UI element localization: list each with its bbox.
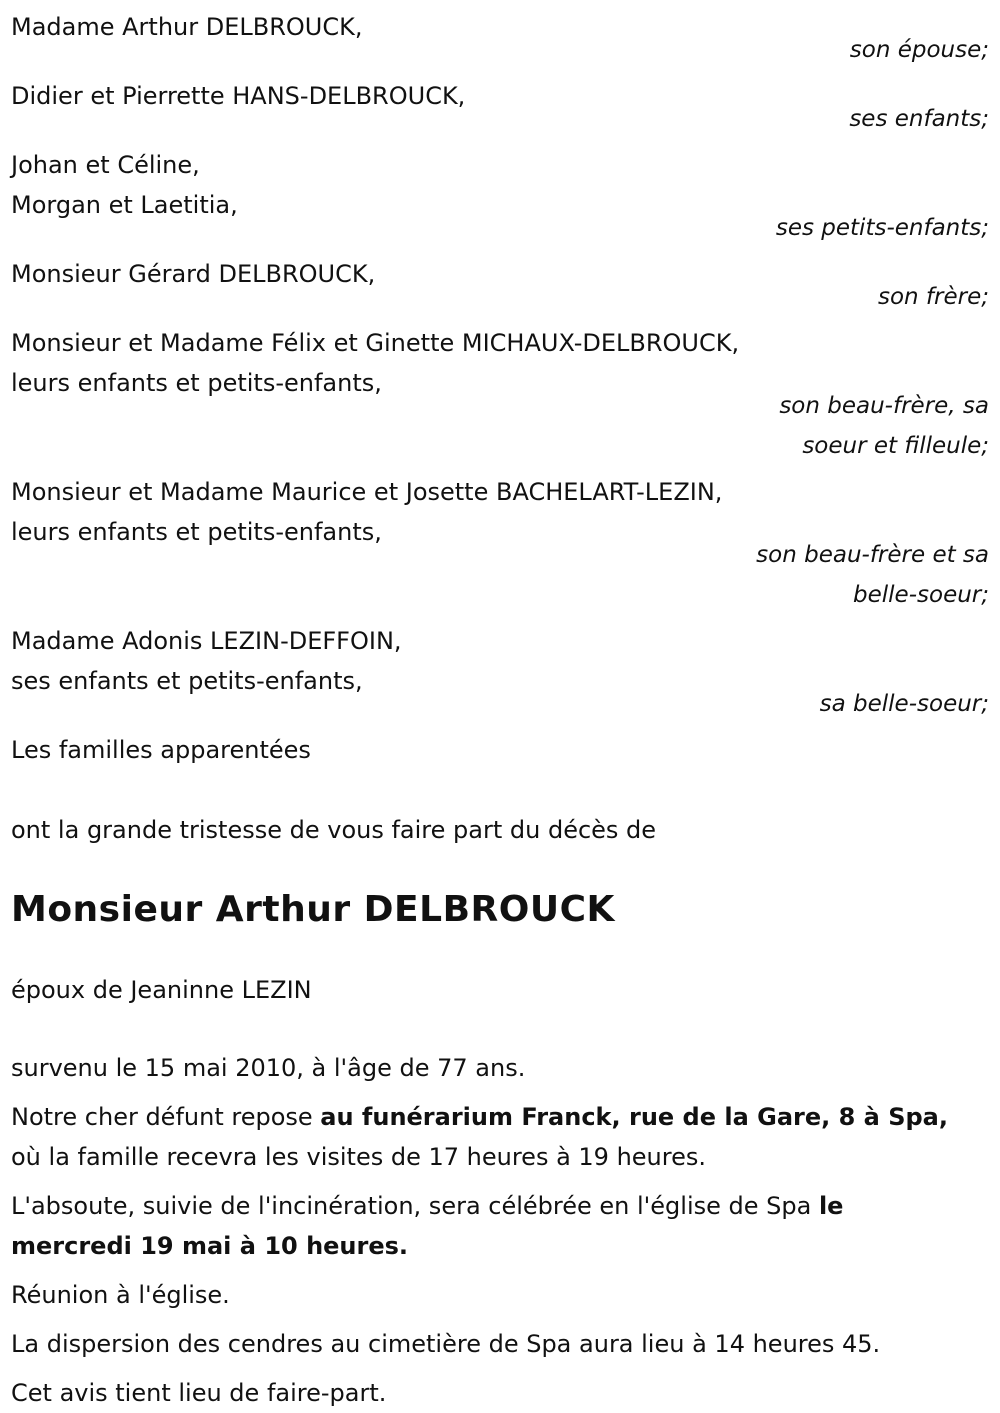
family-name-line: Didier et Pierrette HANS-DELBROUCK, <box>11 82 466 110</box>
notice-line: Cet avis tient lieu de faire-part. <box>11 1379 387 1407</box>
meeting-line: Réunion à l'église. <box>11 1281 230 1309</box>
relatives-line: Les familles apparentées <box>11 736 311 764</box>
announcement-intro: ont la grande tristesse de vous faire part du décès de <box>11 816 657 844</box>
family-name-line: ses enfants et petits-enfants, <box>11 667 363 695</box>
ceremony-date-part2: mercredi 19 mai à 10 heures. <box>11 1232 409 1260</box>
family-role: son épouse; <box>849 37 989 63</box>
family-group <box>11 76 989 139</box>
ceremony-paragraph <box>11 1186 989 1266</box>
deceased-name: Monsieur Arthur DELBROUCK <box>11 889 615 930</box>
family-role: son frère; <box>877 284 989 310</box>
family-group <box>11 472 989 615</box>
family-role: son beau-frère et sa <box>756 542 989 568</box>
family-role: ses petits-enfants; <box>775 215 989 241</box>
repose-prefix: Notre cher défunt repose <box>11 1103 321 1131</box>
family-group <box>11 323 989 466</box>
family-group <box>11 254 989 317</box>
family-name-line: Johan et Céline, <box>11 151 200 179</box>
family-group <box>11 7 989 70</box>
spouse-line: époux de Jeaninne LEZIN <box>11 976 312 1004</box>
family-role: son beau-frère, sa <box>779 393 989 419</box>
family-name-line: Monsieur et Madame Félix et Ginette MICHAUX-DELBROUCK, <box>11 329 740 357</box>
family-name-line: Madame Arthur DELBROUCK, <box>11 13 363 41</box>
family-role: ses enfants; <box>849 106 989 132</box>
family-group <box>11 145 989 248</box>
repose-paragraph <box>11 1097 989 1177</box>
family-group <box>11 621 989 724</box>
ceremony-prefix: L'absoute, suivie de l'incinération, sera célébrée en l'église de Spa <box>11 1192 819 1220</box>
death-date-line: survenu le 15 mai 2010, à l'âge de 77 ans. <box>11 1054 526 1082</box>
family-name-line: Monsieur et Madame Maurice et Josette BACHELART-LEZIN, <box>11 478 723 506</box>
repose-suffix: où la famille recevra les visites de 17 heures à 19 heures. <box>11 1143 707 1171</box>
family-role: soeur et filleule; <box>802 433 989 459</box>
family-name-line: Monsieur Gérard DELBROUCK, <box>11 260 376 288</box>
family-name-line: leurs enfants et petits-enfants, <box>11 518 382 546</box>
family-name-line: Madame Adonis LEZIN-DEFFOIN, <box>11 627 402 655</box>
family-name-line: Morgan et Laetitia, <box>11 191 238 219</box>
dispersion-line: La dispersion des cendres au cimetière de Spa aura lieu à 14 heures 45. <box>11 1330 881 1358</box>
family-role: belle-soeur; <box>853 582 989 608</box>
family-name-line: leurs enfants et petits-enfants, <box>11 369 382 397</box>
family-role: sa belle-soeur; <box>819 691 989 717</box>
ceremony-date-part1: le <box>818 1192 844 1220</box>
repose-location: au funérarium Franck, rue de la Gare, 8 à Spa, <box>320 1103 948 1131</box>
